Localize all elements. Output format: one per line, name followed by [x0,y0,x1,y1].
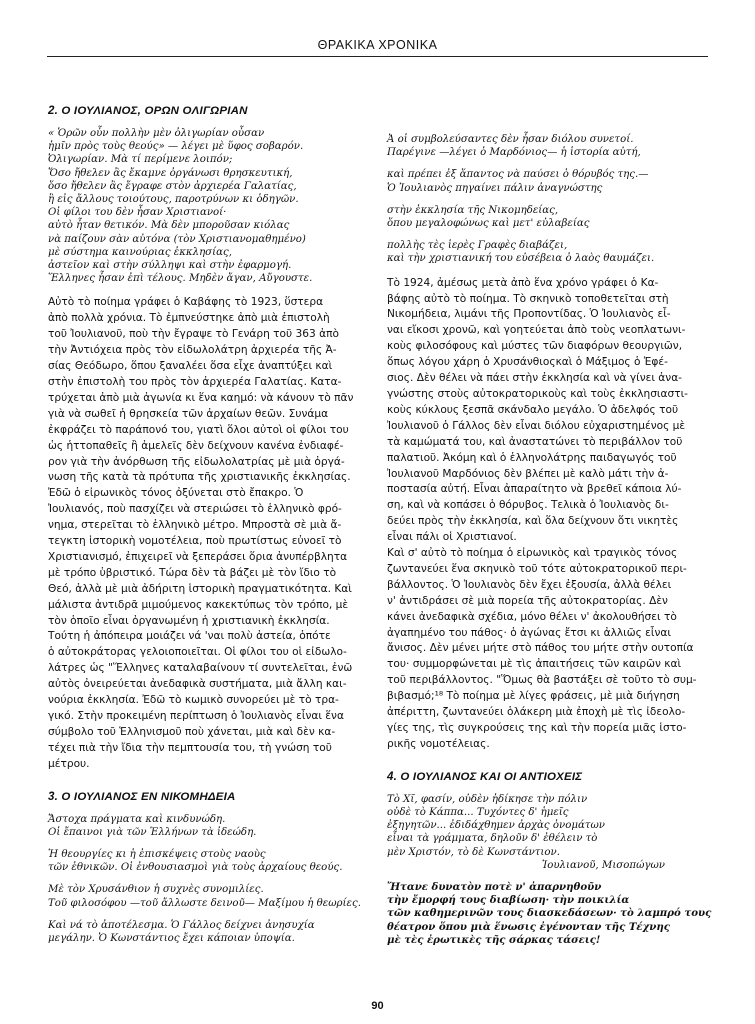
section-2-poem [48,127,360,285]
text-line: γνώστης στοὺς αὐτοκρατορικοὺς καὶ τοὺς ἐκκλησιαστι- [387,387,689,400]
poem-line: ἢ εἰς ἄλλους τοιούτους, παροτρύνων κι ὁδηγῶν. [48,194,299,206]
text-line: ὅπως λόγου χάρη ὁ Χρυσάνθιοςκαὶ ὁ Μάξιμος ὁ Ἐφέ- [387,356,668,369]
poem-line: Ὅσο ἤθελεν ἂς ἔκαμνε ὀργάνωσι θρησκευτική, [48,167,293,179]
text-line: κοὺς φιλοσόφους καὶ μύστες τῶν διαφόρων θεουργιῶν, [387,340,683,353]
text-line: λάτρες ὡς "Ἕλληνες καταλαβαίνουν τί συντελεῖται, ἐνῶ [48,662,353,675]
poem-line: μεγάλην. Ὁ Κωνστάντιος ἔχει κάποιαν ὑποψία. [48,933,295,945]
poem-line: ἡμῖν πρὸς τοὺς θεούς» — λέγει μὲ ὕφος σοβαρόν. [48,141,304,153]
poem-line: ὅπου μεγαλοφώνως καὶ μετ' εὐλαβείας [387,218,590,230]
text-line: τρύχεται ἀπὸ μιὰ ἀγωνία κι ἕνα καημό: νὰ κάνουν τὸ πᾶν [48,391,354,404]
text-line: αὐτὸς ὀνειρεύεται ἀνεδαφικὰ συστήματα, μιὰ ἄλλη και- [48,678,347,691]
text-line: δεύει πρὸς τὴν ἐκκλησία, καὶ ὅλα δείχνουν ὅτι νικητὲς [387,515,679,528]
text-line: γικό. Στὴν προκειμένη περίπτωση ὁ Ἰουλιανὸς εἶναι ἕνα [48,710,344,722]
page-number: 90 [371,1000,384,1012]
text-line: τέχει πιὰ τὴν ἴδια τὴν πεμπτουσία του, τὴ γνώση τοῦ [48,741,332,754]
section-3-prose-1 [387,276,699,546]
section-3-poem-stanza-8 [387,239,699,265]
poem-line: Ἀ οἱ συμβολεύσαντες δὲν ἦσαν διόλου συνετοί. [387,134,634,145]
text-line: ρικῆς νομοτέλειας. [387,737,490,750]
poem-line: ὅσο ἤθελεν ἂς ἔγραφε στὸν ἀρχιερέα Γαλατίας, [48,180,297,192]
text-line: βιβασμό;¹⁸ Τὸ ποίημα μὲ λίγες φράσεις, μὲ μιὰ διήγηση [387,690,680,703]
section-3-poem-stanza-5 [387,133,699,159]
text-line: μὲ τρόπο ὑβριστικό. Τώρα δὲν τὰ βάζει μὲ τὸν ἴδιο τὸ [48,566,337,579]
text-line: Ἐδῶ ὁ εἰρωνικὸς τόνος ὀξύνεται στὸ ἔπακρο. Ὁ [48,487,304,500]
poem-line: εἶναι τὰ γράμματα, δηλοῦν δ' ἐθέλειν τὸ [387,833,598,845]
section-4-title: 4. Ο ΙΟΥΛΙΑΝΟΣ ΚΑΙ ΟΙ ΑΝΤΙΟΧΕΙΣ [387,770,583,783]
poem-line: Καὶ νά τὸ ἀποτέλεσμα. Ὁ Γάλλος δείχνει ἀνησυχία [48,919,315,931]
text-line: μάλιστα ἀντιδρᾶ μιμούμενος κακεκτύπως τὸν τρόπο, μὲ [48,598,349,611]
poem-line: μὲν Χριστόν, τὸ δὲ Κωνστάντιον. [387,846,560,858]
running-header: ΘΡΑΚΙΚΑ ΧΡΟΝΙΚΑ [317,38,438,52]
text-line: ἀπὸ πολλὰ χρόνια. Τὸ ἐμπνεύστηκε ἀπὸ μιὰ ἐπιστολὴ [48,312,330,325]
section-3-prose-2 [387,546,699,753]
text-line: γιὰ νὰ σωθεῖ ἡ θρησκεία τῶν ἀρχαίων θεῶν. Συνάμα [48,407,329,420]
header-rule [47,56,708,57]
poem-line: καὶ πρέπει ἐξ ἅπαντος νὰ παύσει ὁ θόρυβός της.— [387,169,649,181]
text-line: εἶναι πάλι οἱ Χριστιανοί. [387,531,517,544]
poem-line: τῶν ἐθνικῶν. Οἱ ἐνθουσιασμοὶ γιὰ τοὺς ἀρχαίους θεούς. [48,862,343,874]
text-line: ἐκφράζει τὸ παράπονό του, γιατὶ ὅλοι αὐτοὶ οἱ φίλοι του [48,423,349,436]
poem-line: ἀστεῖον καὶ στὴν σύλληψι καὶ στὴν ἐφαρμογή. [48,260,292,272]
section-3-poem-stanza-6 [387,168,699,194]
text-line: τὸν ὁποῖο εἶναι ὀργανωμένη ἡ χριστιανικὴ ἐκκλησία. [48,614,330,627]
poem-line: πολλὴς τὲς ἱερὲς Γραφὲς διαβάζει, [387,240,568,252]
text-line: νημα, στερεῖται τὸ ἑλληνικὸ μέτρο. Μπροστὰ σὲ μιὰ ἄ- [48,519,342,532]
section-3-poem-stanza-2 [48,848,360,874]
text-line: σιος. Δὲν θέλει νὰ πάει στὴν ἐκκλησία καὶ νὰ γίνει ἀνα- [387,372,682,385]
text-line: ποστασία αὐτή. Εἶναι ἀπαραίτητο νὰ βρεθεῖ κάποια λύ- [387,483,682,496]
text-line: σίας Θεόδωρο, ὅπου ξαναλέει ὅσα εἶχε ἀναπτύξει καὶ [48,360,333,373]
text-line: μέτρου. [48,757,90,770]
poem-line: ἐξηγητῶν... ἐδιδάχθημεν ἀρχὰς ὀνομάτων [387,820,605,832]
poem-line: « Ὁρῶν οὖν πολλὴν μὲν ὀλιγωρίαν οὖσαν [48,128,265,139]
poem-line: Μὲ τὸν Χρυσάνθιον ἡ συχνὲς συνομιλίες. [48,884,264,896]
text-line: βάφης αὐτὸ τὸ ποίημα. Τὸ σκηνικὸ τοποθετεῖται στὴ [387,292,669,305]
text-line: σύμβολο τοῦ Ἑλληνισμοῦ ποὺ χάνεται, μιὰ καὶ δὲν κα- [48,725,336,738]
poem-line: Τὸ Χῖ, φασίν, οὐδὲν ἠδίκησε τὴν πόλιν [387,793,588,805]
text-line: ναι εἴκοσι χρονῶ, καὶ γοητεύεται ἀπὸ τοὺς νεοπλατωνι- [387,324,686,337]
poem-line: καὶ τὴν χριστιανική του εὐσέβεια ὁ λαὸς θαυμάζει. [387,253,655,265]
poem-line: στὴν ἐκκλησία τῆς Νικομηδείας, [387,204,559,216]
text-line: ν' ἀντιδράσει σὲ μιὰ πορεία τῆς αὐτοκρατορίας. Δὲν [387,594,668,607]
poem-line: μὲ τὲς ἐρωτικὲς τῆς σάρκας τάσεις! [387,933,601,946]
text-line: νωση τῆς κατὰ τὰ πρότυπα τῆς χριστιανικῆς ἐκκλησίας. [48,471,351,484]
text-line: τοῦ Ἰουλιανοῦ, ποὺ τὴν ἔγραψε τὸ Γενάρη τοῦ 363 ἀπὸ [48,328,339,341]
section-3-title: 3. Ο ΙΟΥΛΙΑΝΟΣ ΕΝ ΝΙΚΟΜΗΔΕΙΑ [48,790,236,803]
text-line: Ἰουλιανοῦ ὁ Γάλλος δὲν εἶναι διόλου εὐχαριστημένος μὲ [387,419,686,432]
text-line: Θεό, ἀλλὰ μὲ μιὰ ἀδήριτη ἱστορικὴ πραγματικότητα. Καὶ [48,582,352,595]
text-line: Ἰουλιανός, ποὺ πασχίζει νὰ στεριώσει τὸ ἑλληνικὸ φρό- [48,503,342,516]
text-line: Τὸ 1924, ἀμέσως μετὰ ἀπὸ ἕνα χρόνο γράφει ὁ Κα- [387,276,659,289]
section-3-poem-stanza-7 [387,204,699,230]
text-line: ἀγαπημένο του πάθος· ὁ ἀγώνας ἔτσι κι ἀλλιῶς εἶναι [387,626,671,639]
poem-line: Ἄστοχα πράγματα καὶ κινδυνώδη. [48,813,226,825]
text-line: Αὐτὸ τὸ ποίημα γράφει ὁ Καβάφης τὸ 1923, ὕστερα [48,296,324,309]
poem-line: Οἱ φίλοι του δὲν ἦσαν Χριστιανοί· [48,207,227,219]
text-line: ση, καὶ νὰ κοπάσει ὁ θόρυβος. Τελικὰ ὁ Ἰουλιανὸς δι- [387,499,669,512]
text-line: τοῦ περιβάλλοντος. "Ὅμως θὰ βαστάξει σὲ τοῦτο τὸ συμ- [387,674,697,687]
text-line: ἄνισος. Δὲν μένει μήτε στὸ πάθος του μήτε στὴν ουτοπία [387,642,694,655]
poem-line: νὰ παίζουν σὰν αὐτόνα (τὸν Χριστιανομαθημένο) [48,233,306,245]
poem-line: οὐδὲ τὸ Κάππα... Τυχόντες δ' ἡμεῖς [387,807,569,819]
text-line: στὴν ἐπιστολὴ του πρὸς τὸν ἀρχιερέα Γαλατίας. Κατα- [48,375,342,388]
text-line: Νικομήδεια, λιμάνι τῆς Προποντίδας. Ὁ Ἰουλιανὸς εἶ- [387,308,671,321]
poem-line: Ὀλιγωρίαν. Μὰ τί περίμενε λοιπόν; [48,154,233,166]
section-4-poem [387,881,712,947]
text-line: τὰ καμώματά του, καὶ ἀναστατώνει τὸ περιβάλλον τοῦ [387,435,683,448]
text-line: βάλλοντος. Ὁ Ἰουλιανὸς δὲν ἔχει ἐξουσία, ἀλλὰ θέλει [387,578,672,591]
section-3-poem-stanza-1 [48,813,360,839]
text-line: Ἰουλιανοῦ Μαρδόνιος δὲν βλέπει μὲ καλὸ μάτι τὴν ἀ- [387,467,669,480]
section-2-title: 2. Ο ΙΟΥΛΙΑΝΟΣ, ΟΡΩΝ ΟΛΙΓΩΡΙΑΝ [48,105,248,117]
poem-line: μὲ σύστημα καινούριας ἐκκλησίας, [48,246,232,258]
text-line: ὁ αὐτοκράτορας γελοιοποιεῖται. Οἱ φίλοι του οἱ εἰδωλο- [48,646,347,659]
poem-line: Τοῦ φιλοσόφου —τοῦ ἄλλωστε δεινοῦ— Μαξίμου ἡ θεωρίες. [48,897,361,909]
poem-line: Ἤτανε δυνατὸν ποτὲ ν' ἀπαρνηθοῦν [387,881,602,894]
text-line: παλατιοῦ. Ἀκόμη καὶ ὁ ἑλληνολάτρης παιδαγωγός τοῦ [387,451,677,464]
poem-line: αὐτὸ ἦταν θετικόν. Μὰ δὲν μποροῦσαν κιόλας [48,220,290,232]
text-line: Τούτη ἡ ἀπόπειρα μοιάζει νά 'ναι πολὺ ἀστεία, ὁπότε [48,630,331,643]
section-3-poem-stanza-4 [48,919,360,945]
poem-line: τὴν ἔμορφή τους διαβίωση· τὴν ποικιλία [387,894,630,907]
text-line: του· συμμορφώνεται μὲ τὶς ἀπαιτήσεις τῶν καιρῶν καὶ [387,658,682,671]
text-line: Καὶ σ' αὐτὸ τὸ ποίημα ὁ εἰρωνικὸς καὶ τραγικὸς τόνος [387,547,678,560]
right-column [387,133,712,947]
section-2-prose [48,295,360,772]
text-line: ζωντανεύει ἕνα σκηνικὸ τοῦ τότε αὐτοκρατορικοῦ περι- [387,562,687,575]
poem-line: Παρέγινε —λέγει ὁ Μαρδόνιος— ἡ ἱστορία αὐτή, [387,147,641,159]
section-4-epigraph [387,793,699,859]
poem-line: Ἕλληνες ἦσαν ἐπὶ τέλους. Μηδὲν ἄγαν, Αὔγουστε. [48,273,313,285]
poem-line: Ὁ Ἰουλιανὸς πηγαίνει πάλιν ἀναγνώστης [387,182,603,194]
text-line: νούρια ἐκκλησία. Ἐδῶ τὸ κωμικὸ συνορεύει μὲ τὸ τρα- [48,694,339,707]
poem-line: Οἱ ἔπαινοι γιὰ τῶν Ἑλλήνων τὰ ἰδεώδη. [48,826,257,838]
text-line: τὴν Ἀντιόχεια πρὸς τὸν εἰδωλολάτρη ἀρχιερέα τῆς Ἀ- [48,344,337,357]
poem-line: Ἡ θεουργίες κι ἡ ἐπισκέψεις στοὺς ναοὺς [48,849,266,861]
left-column [48,105,360,945]
section-3-poem-stanza-3 [48,883,360,909]
text-line: ὡς ἡττοπαθεῖς ἢ ἀμελεῖς δὲν δείχνουν κανένα ἐνδιαφέ- [48,439,344,452]
text-line: ἀπέριττη, ζωντανεύει ὁλάκερη μιὰ ἐποχὴ μὲ τὶς ἰδεολο- [387,706,686,719]
text-line: Χριστιανισμό, ἐπιχειρεῖ νὰ ξεπεράσει ὅρια ἀνυπέρβλητα [48,550,348,563]
poem-line: τῶν καθημερινῶν τους διασκεδάσεων· τὸ λαμπρό τους [387,907,712,920]
poem-line: θέατρον ὅπου μιὰ ἕνωσις ἐγένονταν τῆς Τέχνης [387,920,670,933]
text-line: κάνει ἀνεδαφικὰ σχέδια, μόνο θέλει ν' ἀκολουθήσει τὸ [387,610,677,623]
text-line: τεγκτη ἱστορικὴ νομοτέλεια, ποὺ πρωτίστως εὐνοεῖ τὸ [48,535,342,548]
section-4-epigraph-attribution: Ἰουλιανοῦ, Μισοπώγων [541,859,665,871]
text-line: γίες της, τὶς συγκρούσεις της καὶ τὴν πορεία μιᾶς ἱστο- [387,722,687,734]
text-line: κοὺς κύκλους ξεσπᾶ σκάνδαλο μεγάλο. Ὁ ἀδελφός τοῦ [387,403,679,416]
text-line: ρον γιὰ τὴν ἀνόρθωση τῆς εἰδωλολατρίας μὲ μιὰ ὀργά- [48,455,345,468]
